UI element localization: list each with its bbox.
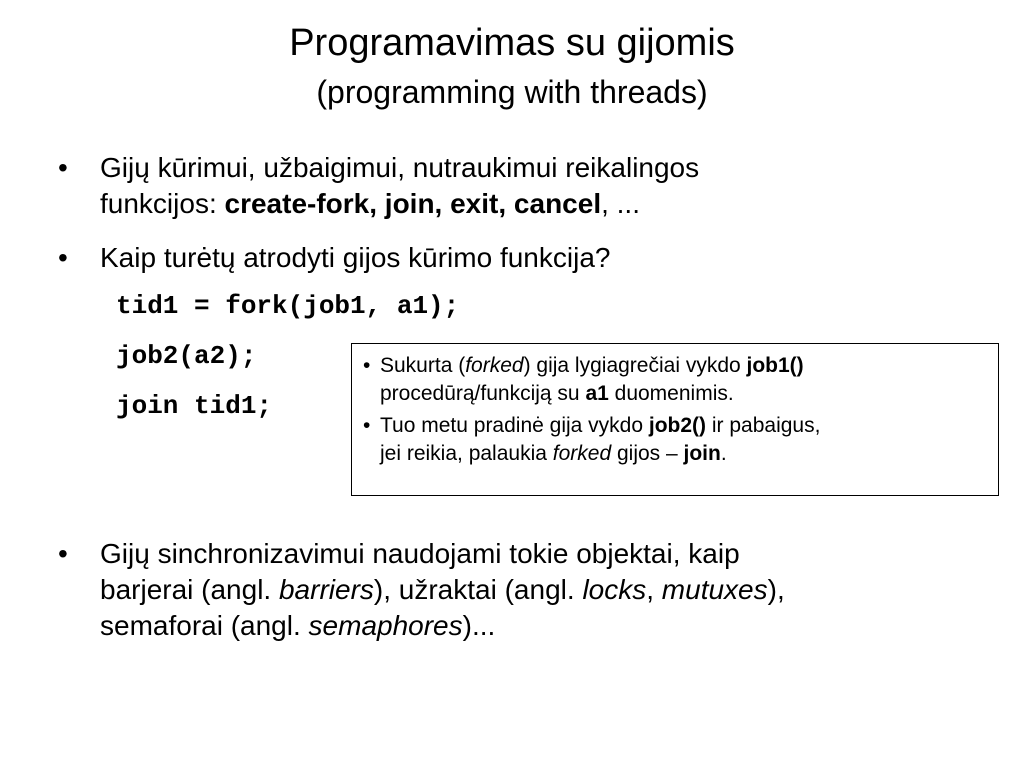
- note-text: procedūrą/funkciją su: [380, 382, 586, 405]
- bullet-text-fragment: )...: [462, 610, 496, 641]
- code-line-job2: job2(a2);: [116, 341, 257, 371]
- bullet-italic-text: barriers: [278, 574, 374, 605]
- note-italic-text: forked: [552, 442, 612, 465]
- note-bullet-marker: •: [363, 414, 371, 437]
- bullet-text-fragment: , ...: [601, 188, 640, 219]
- bullet-text-fragment: funkcijos:: [100, 188, 225, 219]
- note-text: gijos –: [611, 442, 684, 465]
- note-bold-text: job2(): [648, 414, 707, 437]
- bullet-text: [100, 536, 958, 644]
- note-text: Tuo metu pradinė gija vykdo: [380, 414, 649, 437]
- bullet-text-fragment: ),: [767, 574, 785, 605]
- note-text: duomenimis.: [608, 382, 734, 405]
- note-text: ir pabaigus,: [706, 414, 821, 437]
- bullet-item-sync: [58, 536, 958, 644]
- bullet-italic-text: semaphores: [308, 610, 463, 641]
- bullet-italic-text: mutuxes: [661, 574, 768, 605]
- note-bullet-marker: •: [363, 354, 371, 377]
- note-item-join: [363, 412, 988, 468]
- code-line-fork: tid1 = fork(job1, a1);: [116, 291, 460, 321]
- bullet-line: Gijų kūrimui, užbaigimui, nutraukimui reikalingos: [100, 152, 700, 183]
- bullet-item-question: [58, 240, 958, 276]
- note-text: .: [720, 442, 727, 465]
- function-names: create-fork, join, exit, cancel: [224, 188, 602, 219]
- bullet-text: [100, 150, 958, 222]
- slide-title: Programavimas su gijomis: [289, 22, 735, 64]
- note-text: jei reikia, palaukia: [380, 442, 553, 465]
- bullet-italic-text: locks: [582, 574, 647, 605]
- bullet-text: Kaip turėtų atrodyti gijos kūrimo funkcija?: [100, 242, 611, 273]
- note-bold-text: job1(): [746, 354, 804, 377]
- bullet-text-fragment: ,: [646, 574, 662, 605]
- code-line-join: join tid1;: [116, 391, 273, 421]
- note-item-forked: [363, 352, 988, 408]
- bullet-item-functions: [58, 150, 958, 222]
- bullet-text-fragment: barjerai (angl.: [100, 574, 279, 605]
- note-bold-text: a1: [585, 382, 609, 405]
- bullet-marker: •: [58, 242, 68, 273]
- note-text: ) gija lygiagrečiai vykdo: [523, 354, 747, 377]
- bullet-text-fragment: semaforai (angl.: [100, 610, 309, 641]
- bullet-marker: •: [58, 152, 68, 183]
- bullet-line: Gijų sinchronizavimui naudojami tokie objektai, kaip: [100, 538, 740, 569]
- note-text: Sukurta (: [380, 354, 466, 377]
- note-italic-text: forked: [465, 354, 524, 377]
- explanation-box: [351, 343, 999, 496]
- bullet-marker: •: [58, 538, 68, 569]
- note-bold-text: join: [683, 442, 721, 465]
- bullet-text-fragment: ), užraktai (angl.: [373, 574, 583, 605]
- slide-subtitle: (programming with threads): [316, 74, 708, 110]
